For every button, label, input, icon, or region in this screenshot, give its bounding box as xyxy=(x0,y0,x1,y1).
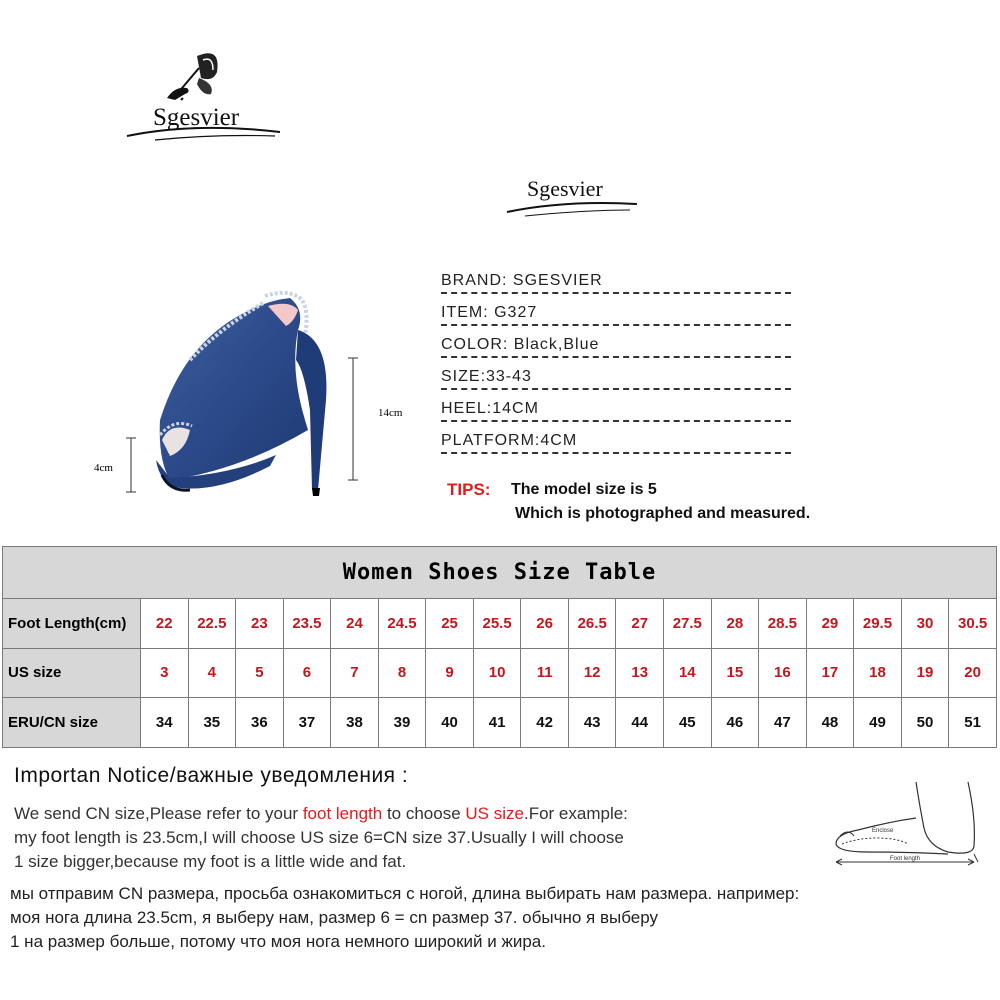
table-cell: 10 xyxy=(473,648,521,698)
foot-length-label: Foot length xyxy=(890,856,921,862)
table-cell: 43 xyxy=(568,698,616,748)
table-cell: 26 xyxy=(521,599,569,649)
table-cell: 24.5 xyxy=(378,599,426,649)
table-cell: 16 xyxy=(759,648,807,698)
table-cell: 28.5 xyxy=(759,599,807,649)
table-cell: 49 xyxy=(854,698,902,748)
spec-platform: PLATFORM:4CM xyxy=(441,430,791,456)
notice-ru-line-3: 1 на размер больше, потому что моя нога немного широкий и жира. xyxy=(10,932,546,951)
spec-item: ITEM: G327 xyxy=(441,302,791,328)
table-cell: 7 xyxy=(331,648,379,698)
notice-title: Importan Notice/важные уведомления : xyxy=(14,764,409,787)
spec-heel: HEEL:14CM xyxy=(441,398,791,424)
table-cell: 34 xyxy=(141,698,189,748)
table-cell: 29.5 xyxy=(854,599,902,649)
spec-brand: BRAND: SGESVIER xyxy=(441,270,791,296)
table-cell: 29 xyxy=(806,599,854,649)
highlight-us-size: US size xyxy=(465,804,524,823)
table-cell: 45 xyxy=(664,698,712,748)
table-cell: 8 xyxy=(378,648,426,698)
notice-en-line-3: 1 size bigger,because my foot is a little wide and fat. xyxy=(14,852,407,871)
table-cell: 46 xyxy=(711,698,759,748)
size-table xyxy=(2,546,997,748)
denim-peep-toe-heel-icon xyxy=(90,270,420,520)
table-row xyxy=(3,698,997,748)
notice-en-line-2: my foot length is 23.5cm,I will choose US size 6=CN size 37.Usually I will choose xyxy=(14,828,624,847)
tips-label: TIPS: xyxy=(447,480,491,499)
table-cell: 44 xyxy=(616,698,664,748)
table-cell: 42 xyxy=(521,698,569,748)
table-cell: 27 xyxy=(616,599,664,649)
row-header-us-size: US size xyxy=(3,648,141,698)
table-cell: 17 xyxy=(806,648,854,698)
logo-text-center: Sgesvier xyxy=(527,176,603,201)
notice-ru-line-2: моя нога длина 23.5cm, я выберу нам, размер 6 = cn размер 37. обычно я выберу xyxy=(10,908,658,927)
table-cell: 41 xyxy=(473,698,521,748)
table-cell: 22 xyxy=(141,599,189,649)
foot-measure-diagram xyxy=(828,778,988,873)
table-cell: 6 xyxy=(283,648,331,698)
table-cell: 19 xyxy=(901,648,949,698)
notice-en-line-1: We send CN size,Please refer to your foot length to choose US size.For example: xyxy=(14,804,628,823)
brand-logo-center xyxy=(505,170,645,220)
row-header-foot-length: Foot Length(cm) xyxy=(3,599,141,649)
table-cell: 47 xyxy=(759,698,807,748)
notice-ru-line-1: мы отправим CN размера, просьба ознакомиться с ногой, длина выбирать нам размера. например: xyxy=(10,884,800,903)
table-cell: 36 xyxy=(236,698,284,748)
table-cell: 12 xyxy=(568,648,616,698)
table-cell: 35 xyxy=(188,698,236,748)
tips-line-2: Which is photographed and measured. xyxy=(515,505,811,522)
table-cell: 26.5 xyxy=(568,599,616,649)
table-cell: 22.5 xyxy=(188,599,236,649)
table-cell: 18 xyxy=(854,648,902,698)
shoe-photo xyxy=(90,270,420,520)
table-cell: 20 xyxy=(949,648,997,698)
table-cell: 30.5 xyxy=(949,599,997,649)
table-cell: 25.5 xyxy=(473,599,521,649)
table-cell: 13 xyxy=(616,648,664,698)
size-table-title: Women Shoes Size Table xyxy=(3,547,997,599)
table-cell: 9 xyxy=(426,648,474,698)
table-cell: 23 xyxy=(236,599,284,649)
table-row xyxy=(3,648,997,698)
spec-size: SIZE:33-43 xyxy=(441,366,791,392)
heel-dimension-label: 14cm xyxy=(378,407,403,419)
logo-text-top: Sgesvier xyxy=(153,104,240,131)
butterfly-heel-icon xyxy=(125,48,285,153)
enclose-label: Enclose xyxy=(872,828,894,834)
table-cell: 15 xyxy=(711,648,759,698)
table-cell: 11 xyxy=(521,648,569,698)
table-cell: 39 xyxy=(378,698,426,748)
table-cell: 37 xyxy=(283,698,331,748)
table-cell: 50 xyxy=(901,698,949,748)
platform-dimension-label: 4cm xyxy=(94,462,113,474)
row-header-eru-cn-size: ERU/CN size xyxy=(3,698,141,748)
table-cell: 25 xyxy=(426,599,474,649)
table-cell: 28 xyxy=(711,599,759,649)
table-cell: 23.5 xyxy=(283,599,331,649)
tips-line-1: The model size is 5 xyxy=(511,481,657,498)
table-cell: 27.5 xyxy=(664,599,712,649)
table-cell: 14 xyxy=(664,648,712,698)
table-cell: 24 xyxy=(331,599,379,649)
spec-color: COLOR: Black,Blue xyxy=(441,334,791,360)
table-cell: 5 xyxy=(236,648,284,698)
brand-logo xyxy=(125,48,285,153)
table-cell: 38 xyxy=(331,698,379,748)
table-cell: 40 xyxy=(426,698,474,748)
highlight-foot-length: foot length xyxy=(302,804,383,823)
table-cell: 48 xyxy=(806,698,854,748)
table-cell: 3 xyxy=(141,648,189,698)
table-cell: 51 xyxy=(949,698,997,748)
table-cell: 4 xyxy=(188,648,236,698)
table-cell: 30 xyxy=(901,599,949,649)
table-row xyxy=(3,599,997,649)
